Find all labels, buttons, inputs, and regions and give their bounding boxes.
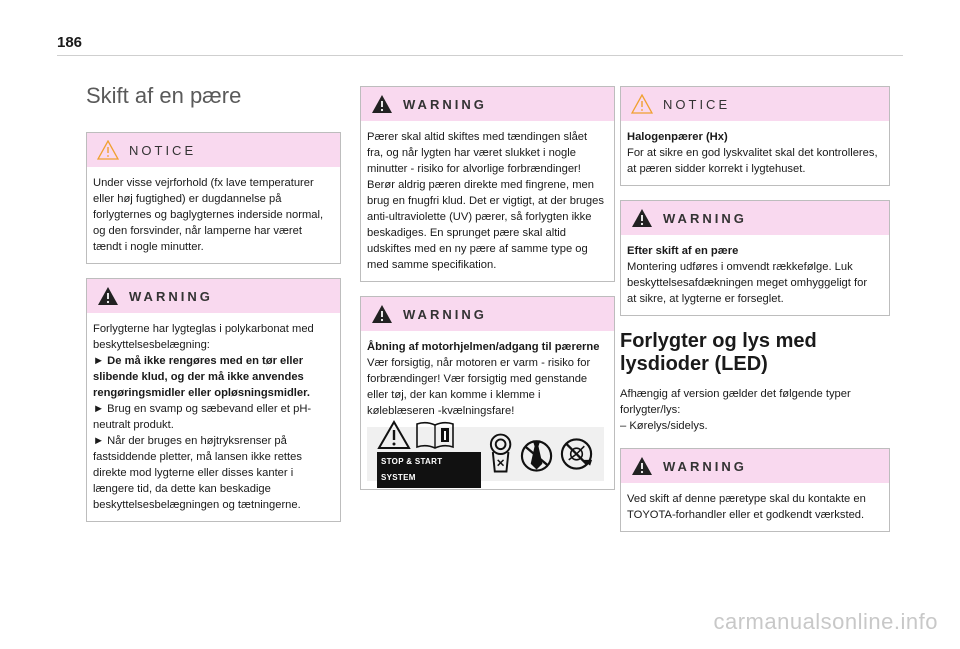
warning-text: Pærer skal altid skiftes med tændingen slået fra, og når lygten har været slukket i nogle minutter - risiko for alvorlige forbrændinger! Berør aldrig pæren direkte med fingrene, men brug en fnugfri klud. Det er vigtigt, at der bruges anti-ultraviolette (UV) pærer, så forlygten ikke beskadiges. En sprunget pære skal altid udskiftes med en ny pære af samme type og med samme specifikation. <box>367 131 604 271</box>
safety-icons-strip <box>367 427 604 481</box>
warning-header <box>361 297 614 331</box>
warning-bullet: ► Når der bruges en højtryksrenser på fastsiddende pletter, må lansen ikke rettes direkte mod lygterne eller disses kanter i længere tid, da dette kan beskadige beskyttelsesbelægningen og tætningerne. <box>93 435 302 512</box>
notice-box <box>86 132 341 264</box>
notice-text: Under visse vejrforhold (fx lave temperaturer eller høj fugtighed) er dugdannelse på forlygternes og baglygternes inderside normal, og den forsvinder, når lamperne har været tændt i nogle minutter. <box>93 177 324 254</box>
intro-text <box>620 386 890 434</box>
warning-outline-icon <box>631 94 653 114</box>
warning-outline-icon <box>97 140 119 160</box>
warning-header <box>621 449 889 483</box>
manual-book-icon <box>415 420 455 450</box>
warning-heading: Åbning af motorhjelmen/adgang til pærerne <box>367 341 600 353</box>
column-2 <box>360 86 615 504</box>
notice-label: NOTICE <box>663 96 731 112</box>
no-hand-fan-icon <box>559 436 594 472</box>
warning-box <box>620 448 890 532</box>
notice-text: For at sikre en god lyskvalitet skal det kontrolleres, at pæren sidder korrekt i lygtehuset. <box>627 147 878 175</box>
fan-belt-icon <box>487 432 514 476</box>
intro-list-item: – Kørelys/sidelys. <box>620 420 708 432</box>
warning-box <box>86 278 341 522</box>
warning-heading: Efter skift af en pære <box>627 245 739 257</box>
warning-text: Montering udføres i omvendt rækkefølge. Luk beskyttelsesafdækningen meget omhyggeligt for at sikre, at lygterne er forseglet. <box>627 261 868 305</box>
warning-filled-icon <box>371 94 393 114</box>
warning-filled-icon <box>631 456 653 476</box>
warning-triangle-icon <box>377 420 411 450</box>
section-title: Skift af en pære <box>86 83 242 108</box>
notice-heading: Halogenpærer (Hx) <box>627 131 728 143</box>
warning-header <box>361 87 614 121</box>
warning-filled-icon <box>631 208 653 228</box>
warning-header <box>621 201 889 235</box>
stop-start-icon-group <box>377 420 481 488</box>
stop-start-label: STOP & START SYSTEM <box>377 452 481 488</box>
warning-filled-icon <box>371 304 393 324</box>
notice-box <box>620 86 890 186</box>
intro-paragraph: Afhængig af version gælder det følgende typer forlygter/lys: <box>620 388 851 416</box>
warning-label: WARNING <box>129 288 213 304</box>
no-tie-icon <box>520 432 553 476</box>
notice-header <box>87 133 340 167</box>
warning-bullet: ► Brug en svamp og sæbevand eller et pH-neutralt produkt. <box>93 403 312 432</box>
column-3 <box>620 86 890 546</box>
warning-text: Ved skift af denne pæretype skal du kontakte en TOYOTA-forhandler eller et godkendt værksted. <box>627 493 866 521</box>
warning-box <box>620 200 890 316</box>
watermark: carmanualsonline.info <box>713 609 938 634</box>
warning-text: Vær forsigtig, når motoren er varm - risiko for forbrændinger! Vær forsigtig med genstande eller tøj, der kan komme i klemme i køleblæseren -kvælningsfare! <box>367 357 591 417</box>
warning-text: Forlygterne har lygteglas i polykarbonat med beskyttelsesbelægning: <box>93 323 314 352</box>
header-divider <box>57 55 903 56</box>
warning-label: WARNING <box>403 306 487 322</box>
warning-filled-icon <box>97 286 119 306</box>
warning-box <box>360 86 615 282</box>
warning-label: WARNING <box>663 210 747 226</box>
notice-label: NOTICE <box>129 142 197 158</box>
warning-bullet-bold: ► De må ikke rengøres med en tør eller slibende klud, og der må ikke anvendes rengøringsmidler eller opløsningsmidler. <box>93 355 310 400</box>
warning-header <box>87 279 340 313</box>
warning-label: WARNING <box>403 96 487 112</box>
section-title: Forlygter og lys med lysdioder (LED) <box>620 330 817 375</box>
warning-box <box>360 296 615 490</box>
page-number: 186 <box>57 34 83 51</box>
notice-header <box>621 87 889 121</box>
warning-label: WARNING <box>663 458 747 474</box>
column-1 <box>86 84 341 536</box>
